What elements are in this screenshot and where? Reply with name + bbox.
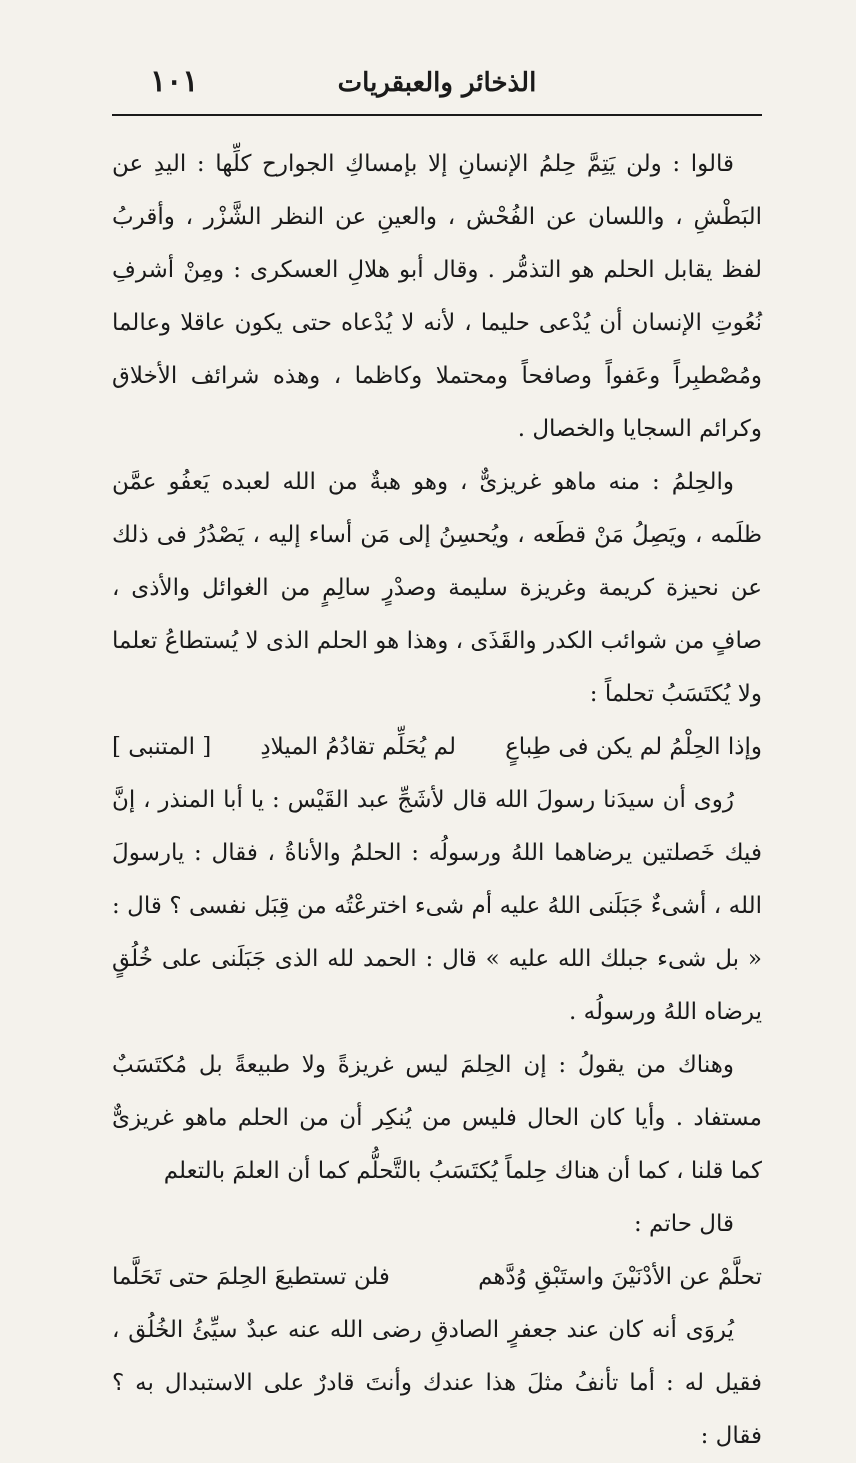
verse-1-second-hemistich: لم يُحَلِّم تقادُمُ الميلادِ (260, 734, 456, 760)
verse-1-attribution: [ المتنبى ] (112, 734, 212, 760)
verse-1-first-hemistich: وإذا الحِلْمُ لم يكن فى طِباعٍ (505, 734, 762, 760)
paragraph-2: والحِلمُ : منه ماهو غريزىٌّ ، وهو هبةٌ من الله لعبده يَعفُو عمَّن ظلَمه ، ويَصِلُ مَنْ قطَعه ، ويُحسِنُ إلى مَن أساء إليه ، يَصْدُرُ فى ذلك عن نحيزة كريمة وغريزة سليمة وصدْرٍ سالِمٍ من الغوائل والأذى ، صافٍ من شوائب الكدر والقَذَى ، وهذا هو الحلم الذى لا يُستطاعُ تعلما ولا يُكتَسَبُ تحلماً : (112, 469, 762, 707)
verse-2-speaker: قال حاتم : (633, 1211, 734, 1237)
paragraph-1: قالوا : ولن يَتِمَّ حِلمُ الإنسانِ إلا بإمساكِ الجوارح كلِّها : اليدِ عن البَطْشِ ، واللسان عن الفُحْش ، والعينِ عن النظر الشَّزْر ، وأقربُ لفظ يقابل الحلم هو التذمُّر . وقال أبو هلالِ العسكرى : ومِنْ أشرفِ نُعُوتِ الإنسان أن يُدْعى حليما ، لأنه لا يُدْعاه حتى يكون عاقلا وعالما ومُصْطبِراً وعَفواً وصافحاً ومحتملا وكاظما ، وهذه شرائف الأخلاق وكرائم السجايا والخصال . (112, 151, 762, 442)
page-header (112, 58, 762, 116)
paragraph-5: يُروَى أنه كان عند جعفرٍ الصادقِ رضى الله عنه عبدٌ سيِّئُ الخُلُق ، فقيل له : أما تأنفُ مثلَ هذا عندك وأنتَ قادرٌ على الاستبدال به ؟ فقال : (112, 1317, 762, 1449)
paragraph-3: رُوى أن سيدَنا رسولَ الله قال لأشَجِّ عبد القَيْس : يا أبا المنذر ، إنَّ فيك خَصلتين يرضاهما اللهُ ورسولُه : الحلمُ والأناةُ ، فقال : يارسولَ الله ، أشىءٌ جَبَلَنى اللهُ عليه أم شىء اخترعْتُه من قِبَل نفسى ؟ قال : « بل شىء جبلك الله عليه » قال : الحمد لله الذى جَبَلَنى على خُلُقٍ يرضاه اللهُ ورسولُه . (112, 787, 762, 1025)
paragraph-4: وهناك من يقولُ : إن الحِلمَ ليس غريزةً ولا طبيعةً بل مُكتَسَبٌ مستفاد . وأيا كان الحال فليس من يُنكِر أن من الحلم ماهو غريزىٌّ كما قلنا ، كما أن هناك حِلماً يُكتَسَبُ بالتَّحلُّم كما أن العلمَ بالتعلم (112, 1052, 762, 1184)
verse-2-first-hemistich: تحلَّمْ عن الأدْنَيْنَ واستَبْقِ وُدَّهم (478, 1264, 762, 1290)
verse-mutanabbi (112, 721, 762, 774)
page-number: ١٠١ (150, 64, 199, 99)
verse-2-second-hemistich: فلن تستطيعَ الحِلمَ حتى تَحَلَّما (112, 1264, 390, 1290)
running-title: الذخائر والعبقريات (337, 68, 537, 98)
page-body (112, 138, 762, 1463)
verse-hatim (112, 1251, 762, 1304)
